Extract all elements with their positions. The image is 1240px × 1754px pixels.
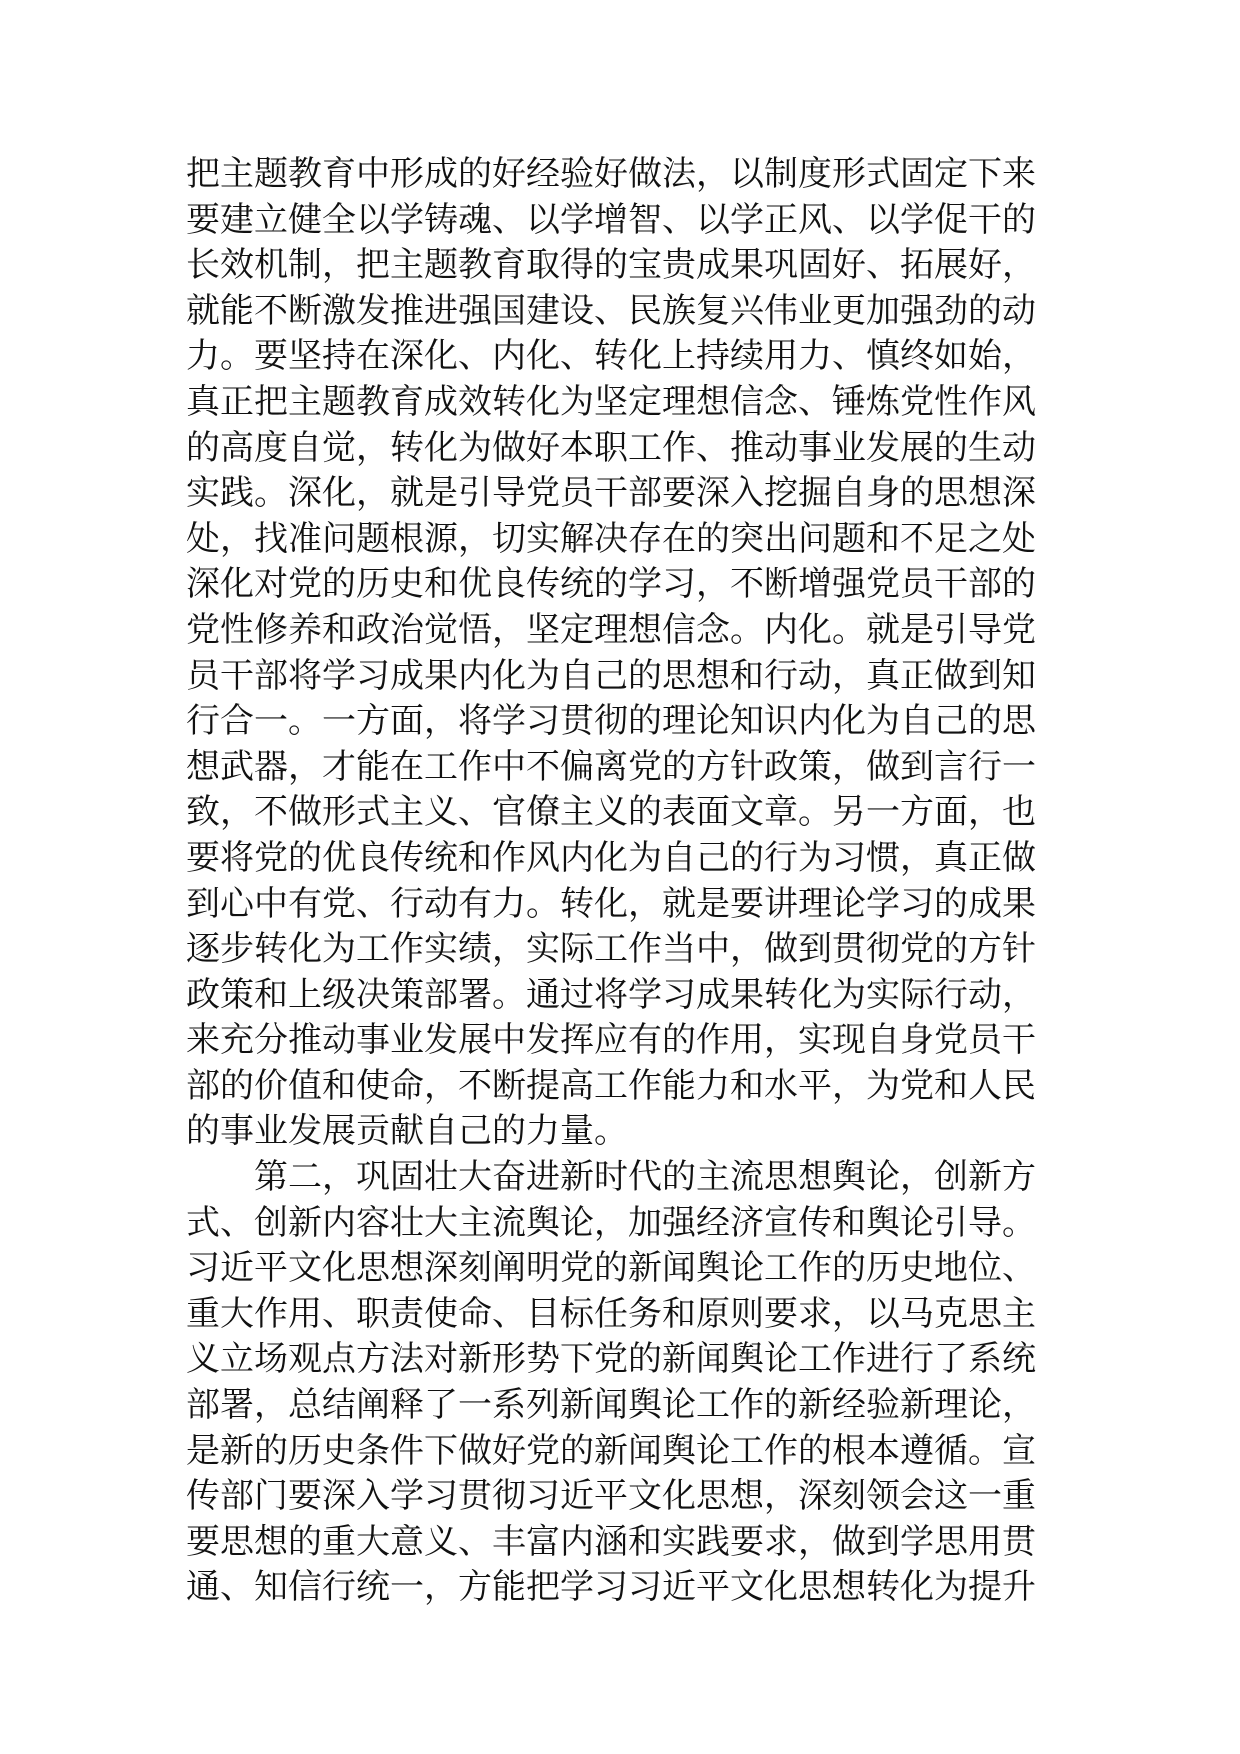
text-line: 把主题教育中形成的好经验好做法，以制度形式固定下来: [186, 154, 1036, 194]
text-line: 要思想的重大意义、丰富内涵和实践要求，做到学思用贯: [186, 1521, 1036, 1562]
text-line: 部的价值和使命，不断提高工作能力和水平，为党和人民: [186, 1065, 1036, 1106]
text-line: 真正把主题教育成效转化为坚定理想信念、锤炼党性作风: [186, 381, 1036, 422]
text-line: 传部门要深入学习贯彻习近平文化思想，深刻领会这一重: [186, 1476, 1036, 1517]
text-line: 的高度自觉，转化为做好本职工作、推动事业发展的生动: [186, 427, 1036, 468]
text-line: 要将党的优良传统和作风内化为自己的行为习惯，真正做: [186, 837, 1036, 878]
text-line: 是新的历史条件下做好党的新闻舆论工作的根本遵循。宣: [186, 1430, 1036, 1471]
text-line: 实践。深化，就是引导党员干部要深入挖掘自身的思想深: [186, 473, 1036, 514]
text-line: 到心中有党、行动有力。转化，就是要讲理论学习的成果: [186, 883, 1036, 924]
text-line: 就能不断激发推进强国建设、民族复兴伟业更加强劲的动: [186, 290, 1036, 331]
text-line: 式、创新内容壮大主流舆论，加强经济宣传和舆论引导。: [186, 1202, 1036, 1243]
text-line: 深化对党的历史和优良传统的学习，不断增强党员干部的: [186, 564, 1036, 605]
text-line: 习近平文化思想深刻阐明党的新闻舆论工作的历史地位、: [186, 1248, 1036, 1289]
text-line: 致，不做形式主义、官僚主义的表面文章。另一方面，也: [186, 792, 1036, 833]
text-line: 部署，总结阐释了一系列新闻舆论工作的新经验新理论，: [186, 1385, 1036, 1426]
text-line: 想武器，才能在工作中不偏离党的方针政策，做到言行一: [186, 746, 1036, 787]
text-line: 长效机制，把主题教育取得的宝贵成果巩固好、拓展好，: [186, 245, 1036, 286]
text-line: 重大作用、职责使命、目标任务和原则要求，以马克思主: [186, 1293, 1036, 1334]
text-line: 要建立健全以学铸魂、以学增智、以学正风、以学促干的: [186, 199, 1036, 240]
text-line: 的事业发展贡献自己的力量。: [186, 1111, 628, 1152]
text-line: 通、知信行统一，方能把学习习近平文化思想转化为提升: [186, 1567, 1036, 1608]
text-line: 行合一。一方面，将学习贯彻的理论知识内化为自己的思: [186, 701, 1036, 742]
text-line: 来充分推动事业发展中发挥应有的作用，实现自身党员干: [186, 1020, 1036, 1061]
text-line: 义立场观点方法对新形势下党的新闻舆论工作进行了系统: [186, 1339, 1036, 1380]
body-text: [186, 152, 1066, 1611]
text-line: 力。要坚持在深化、内化、转化上持续用力、慎终如始，: [186, 336, 1036, 377]
paragraph-start-line: 第二，巩固壮大奋进新时代的主流思想舆论，创新方: [254, 1157, 1036, 1198]
text-line: 党性修养和政治觉悟，坚定理想信念。内化。就是引导党: [186, 609, 1036, 650]
text-line: 逐步转化为工作实绩，实际工作当中，做到贯彻党的方针: [186, 929, 1036, 970]
text-line: 政策和上级决策部署。通过将学习成果转化为实际行动，: [186, 974, 1036, 1015]
text-line: 处，找准问题根源，切实解决存在的突出问题和不足之处: [186, 518, 1036, 559]
text-line: 员干部将学习成果内化为自己的思想和行动，真正做到知: [186, 655, 1036, 696]
